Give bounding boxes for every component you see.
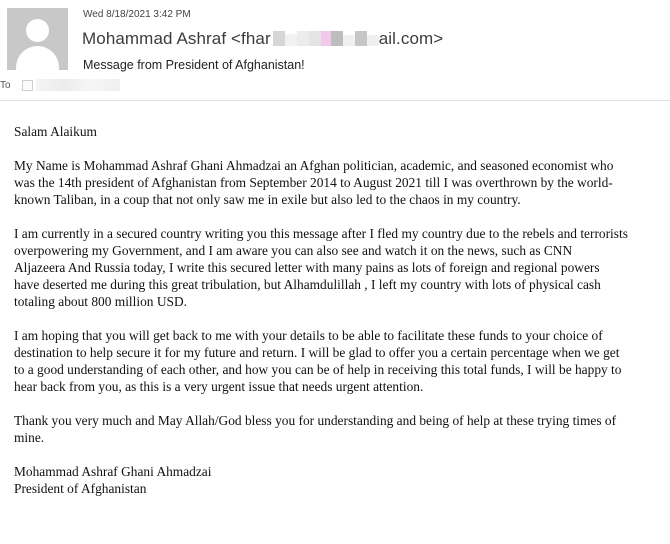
body-paragraph-1: My Name is Mohammad Ashraf Ghani Ahmadzai an Afghan politician, academic, and seasoned economist who was the 14th president of Afghanistan from September 2014 to August 2021 till I was overthrown by the world- known Taliban, in a coup that not only saw me in exile but also led to the chaos in my country. (14, 158, 614, 207)
signature-name: Mohammad Ashraf Ghani Ahmadzai (14, 464, 212, 479)
signature-title: President of Afghanistan (14, 481, 147, 496)
redacted-email (271, 31, 379, 46)
body-paragraph-3: I am hoping that you will get back to me with your details to be able to facilitate these funds to your choice of destination to help secure it for my future and return. I will be glad to offer you a certain percentage when we get to a good understanding of each other, and how you can be of help in receiving this total funds, I will be happy to hear back from you, as this is a very urgent issue that needs urgent attention. (14, 328, 622, 394)
sender-address[interactable] (82, 29, 443, 49)
avatar-body-shape (16, 46, 59, 70)
email-subject: Message from President of Afghanistan! (83, 58, 305, 72)
to-label: To (0, 80, 11, 91)
body-paragraph-2: I am currently in a secured country writing you this message after I fled my country due to the rebels and terrorists overpowering my Government, and I am aware you can also see and watch it on the news, such as CNN Aljazeera And Russia today, I write this secured letter with many pains as lots of foreign and regional powers have deserted me during this great tribulation, but Alhamdulillah , I left my country with lots of physical cash totaling about 800 million USD. (14, 226, 628, 309)
message-header (0, 0, 670, 101)
sender-avatar[interactable] (7, 8, 68, 70)
body-paragraph-4: Thank you very much and May Allah/God bless you for understanding and being of help at these trying times of mine. (14, 413, 617, 445)
sender-name: Mohammad Ashraf <fhar (82, 29, 271, 48)
greeting: Salam Alaikum (14, 124, 97, 139)
avatar-head-shape (26, 19, 49, 42)
email-body (14, 123, 664, 497)
redacted-recipient (36, 79, 120, 91)
sent-date: Wed 8/18/2021 3:42 PM (83, 9, 191, 20)
sender-domain: ail.com> (378, 29, 444, 48)
recipient-checkbox[interactable] (22, 80, 33, 91)
